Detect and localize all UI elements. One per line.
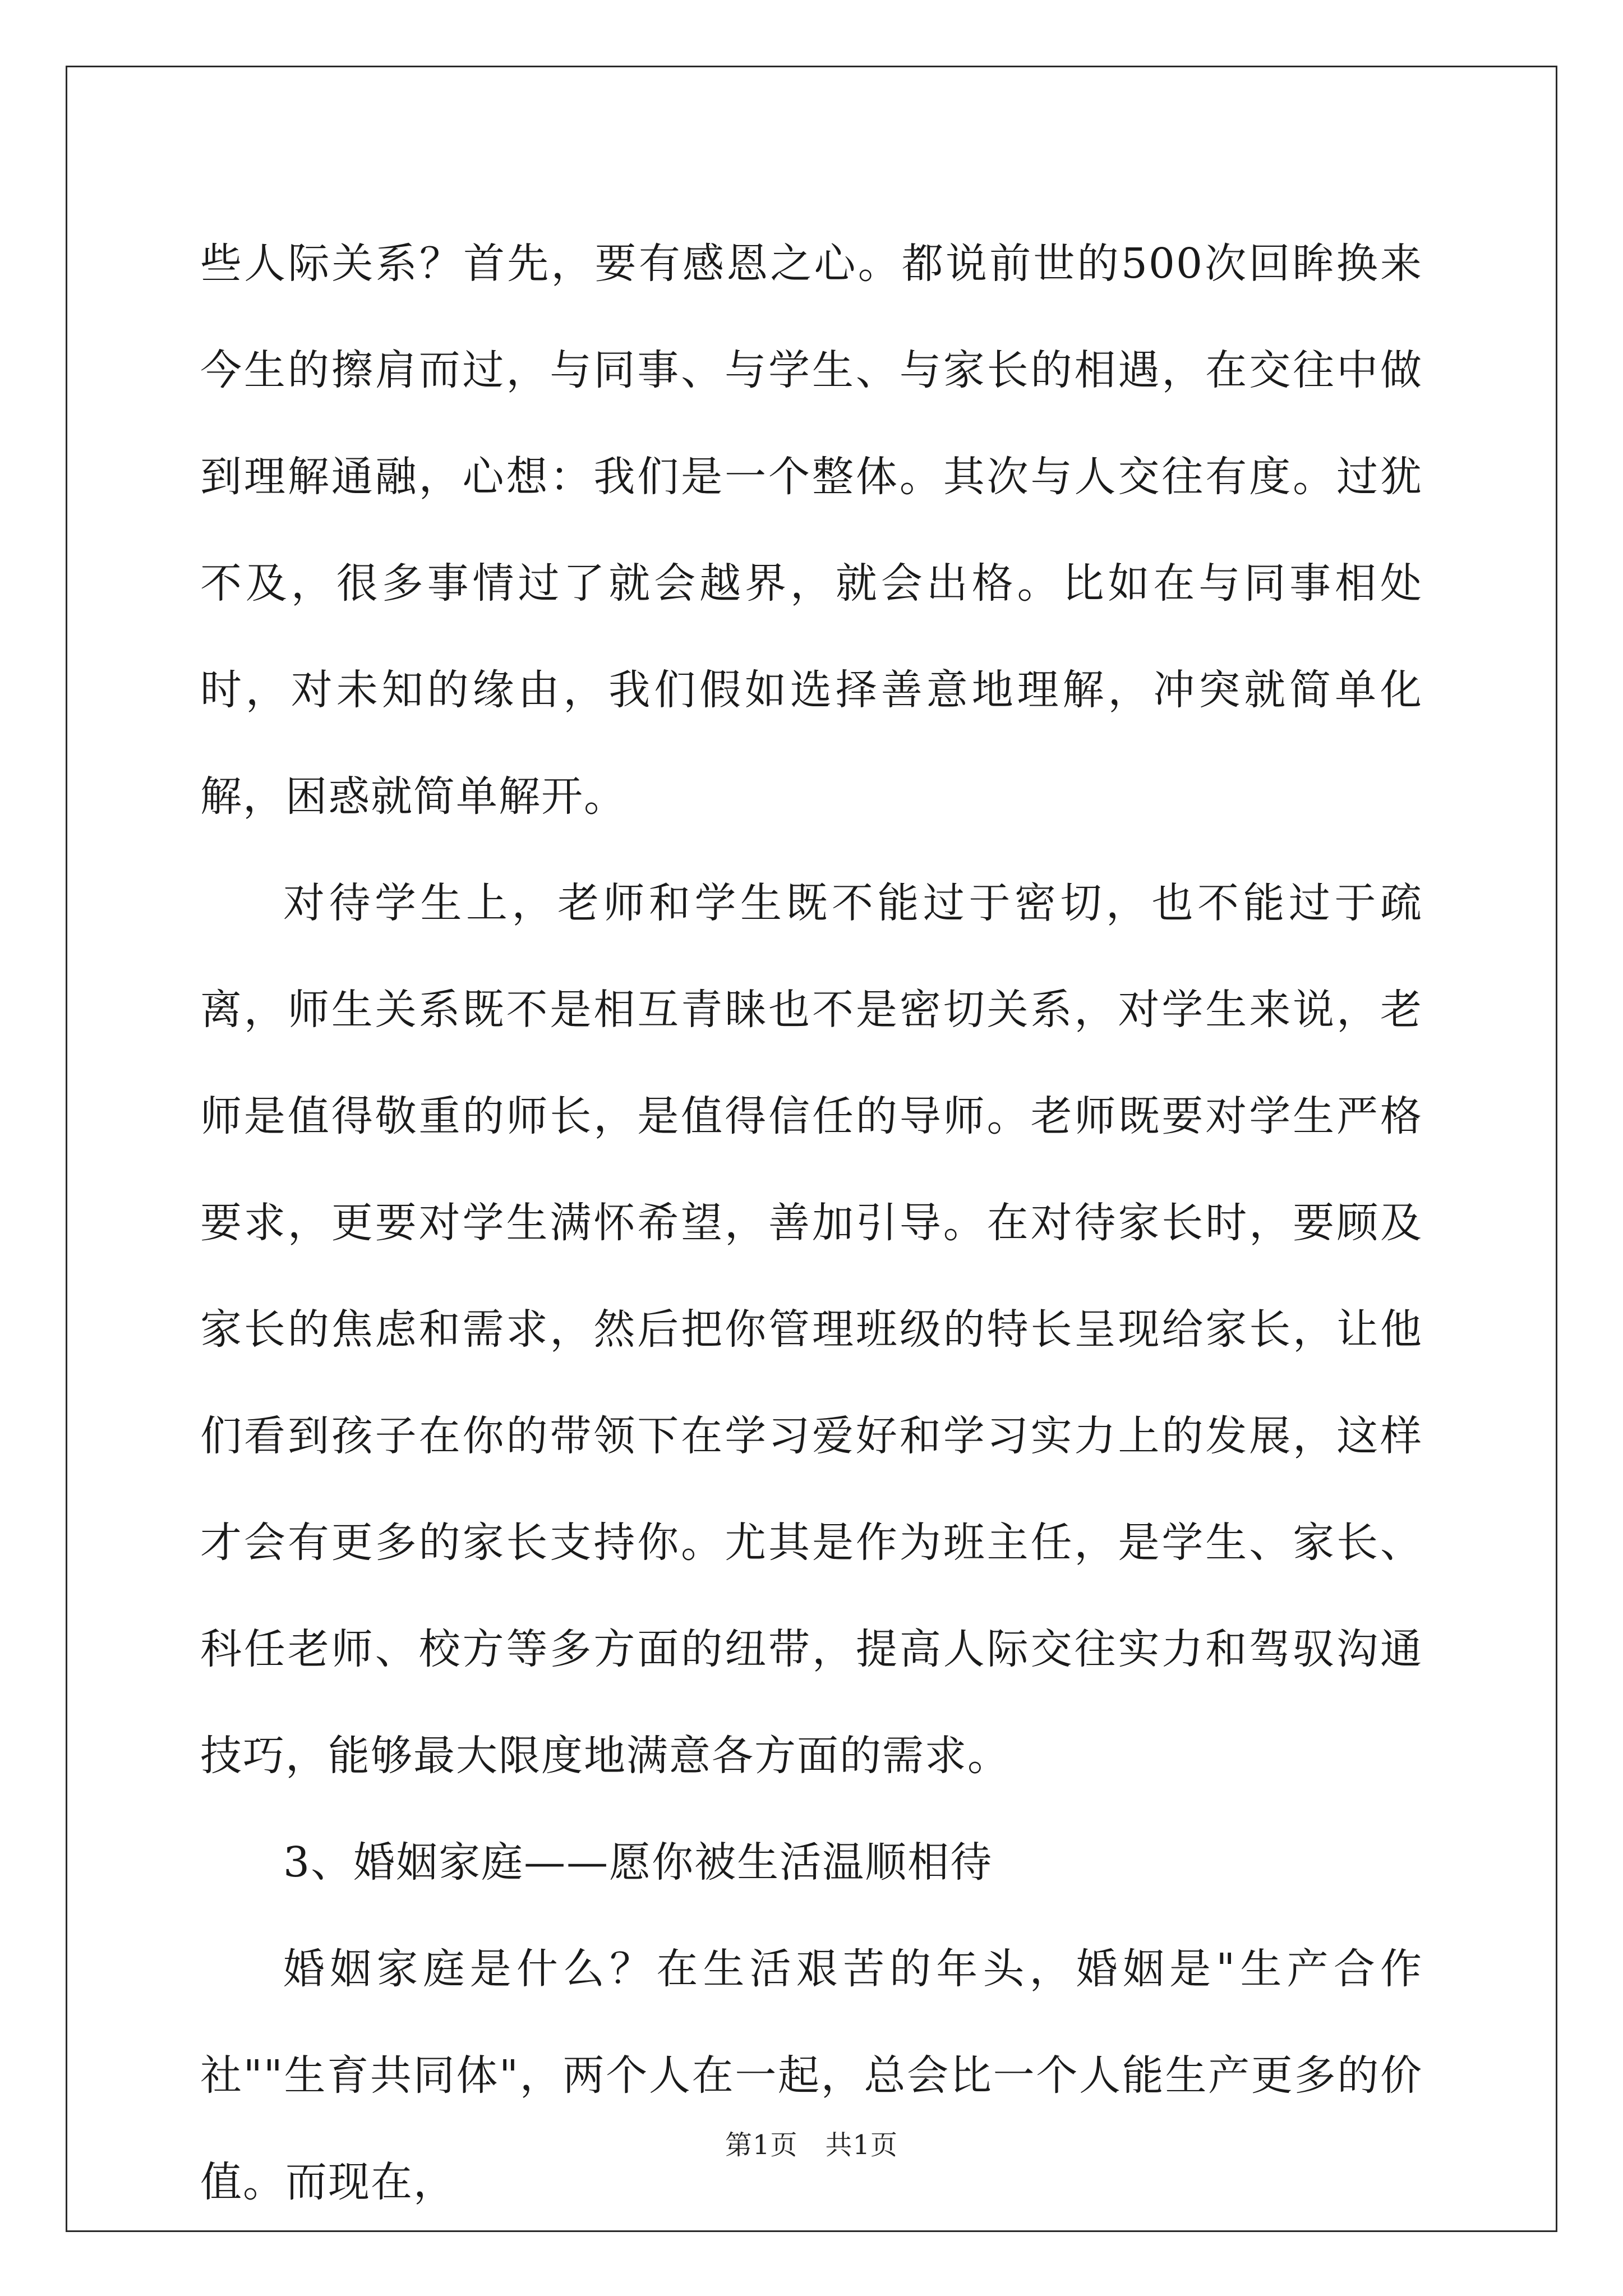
section-heading: 3、婚姻家庭——愿你被生活温顺相待 bbox=[283, 1838, 993, 1887]
paragraph-1: 些人际关系？首先，要有感恩之心。都说前世的500次回眸换来今生的擦肩而过，与同事、与学生、与家长的相遇，在交往中做到理解通融，心想：我们是一个整体。其次与人交往有度。过犹不及，很多事情过了就会越界，就会出格。比如在与同事相处时，对未知的缘由，我们假如选择善意地理解，冲突就简单化解，困惑就简单解开。 bbox=[200, 240, 1423, 821]
paragraph-2: 对待学生上，老师和学生既不能过于密切，也不能过于疏离，师生关系既不是相互青睐也不是密切关系，对学生来说，老师是值得敬重的师长，是值得信任的导师。老师既要对学生严格要求，更要对学生满怀希望，善加引导。在对待家长时，要顾及家长的焦虑和需求，然后把你管理班级的特长呈现给家长，让他们看到孩子在你的带领下在学习爱好和学习实力上的发展，这样才会有更多的家长支持你。尤其是作为班主任，是学生、家长、科任老师、校方等多方面的纽带，提高人际交往实力和驾驭沟通技巧，能够最大限度地满意各方面的需求。 bbox=[200, 879, 1423, 1780]
paragraph-3: 婚姻家庭是什么？在生活艰苦的年头，婚姻是"生产合作社""生育共同体"，两个人在一起，总会比一个人能生产更多的价值。而现在， bbox=[200, 1945, 1423, 2206]
document-body bbox=[200, 210, 1423, 2235]
page-footer: 第1页 共1页 bbox=[725, 2129, 898, 2161]
